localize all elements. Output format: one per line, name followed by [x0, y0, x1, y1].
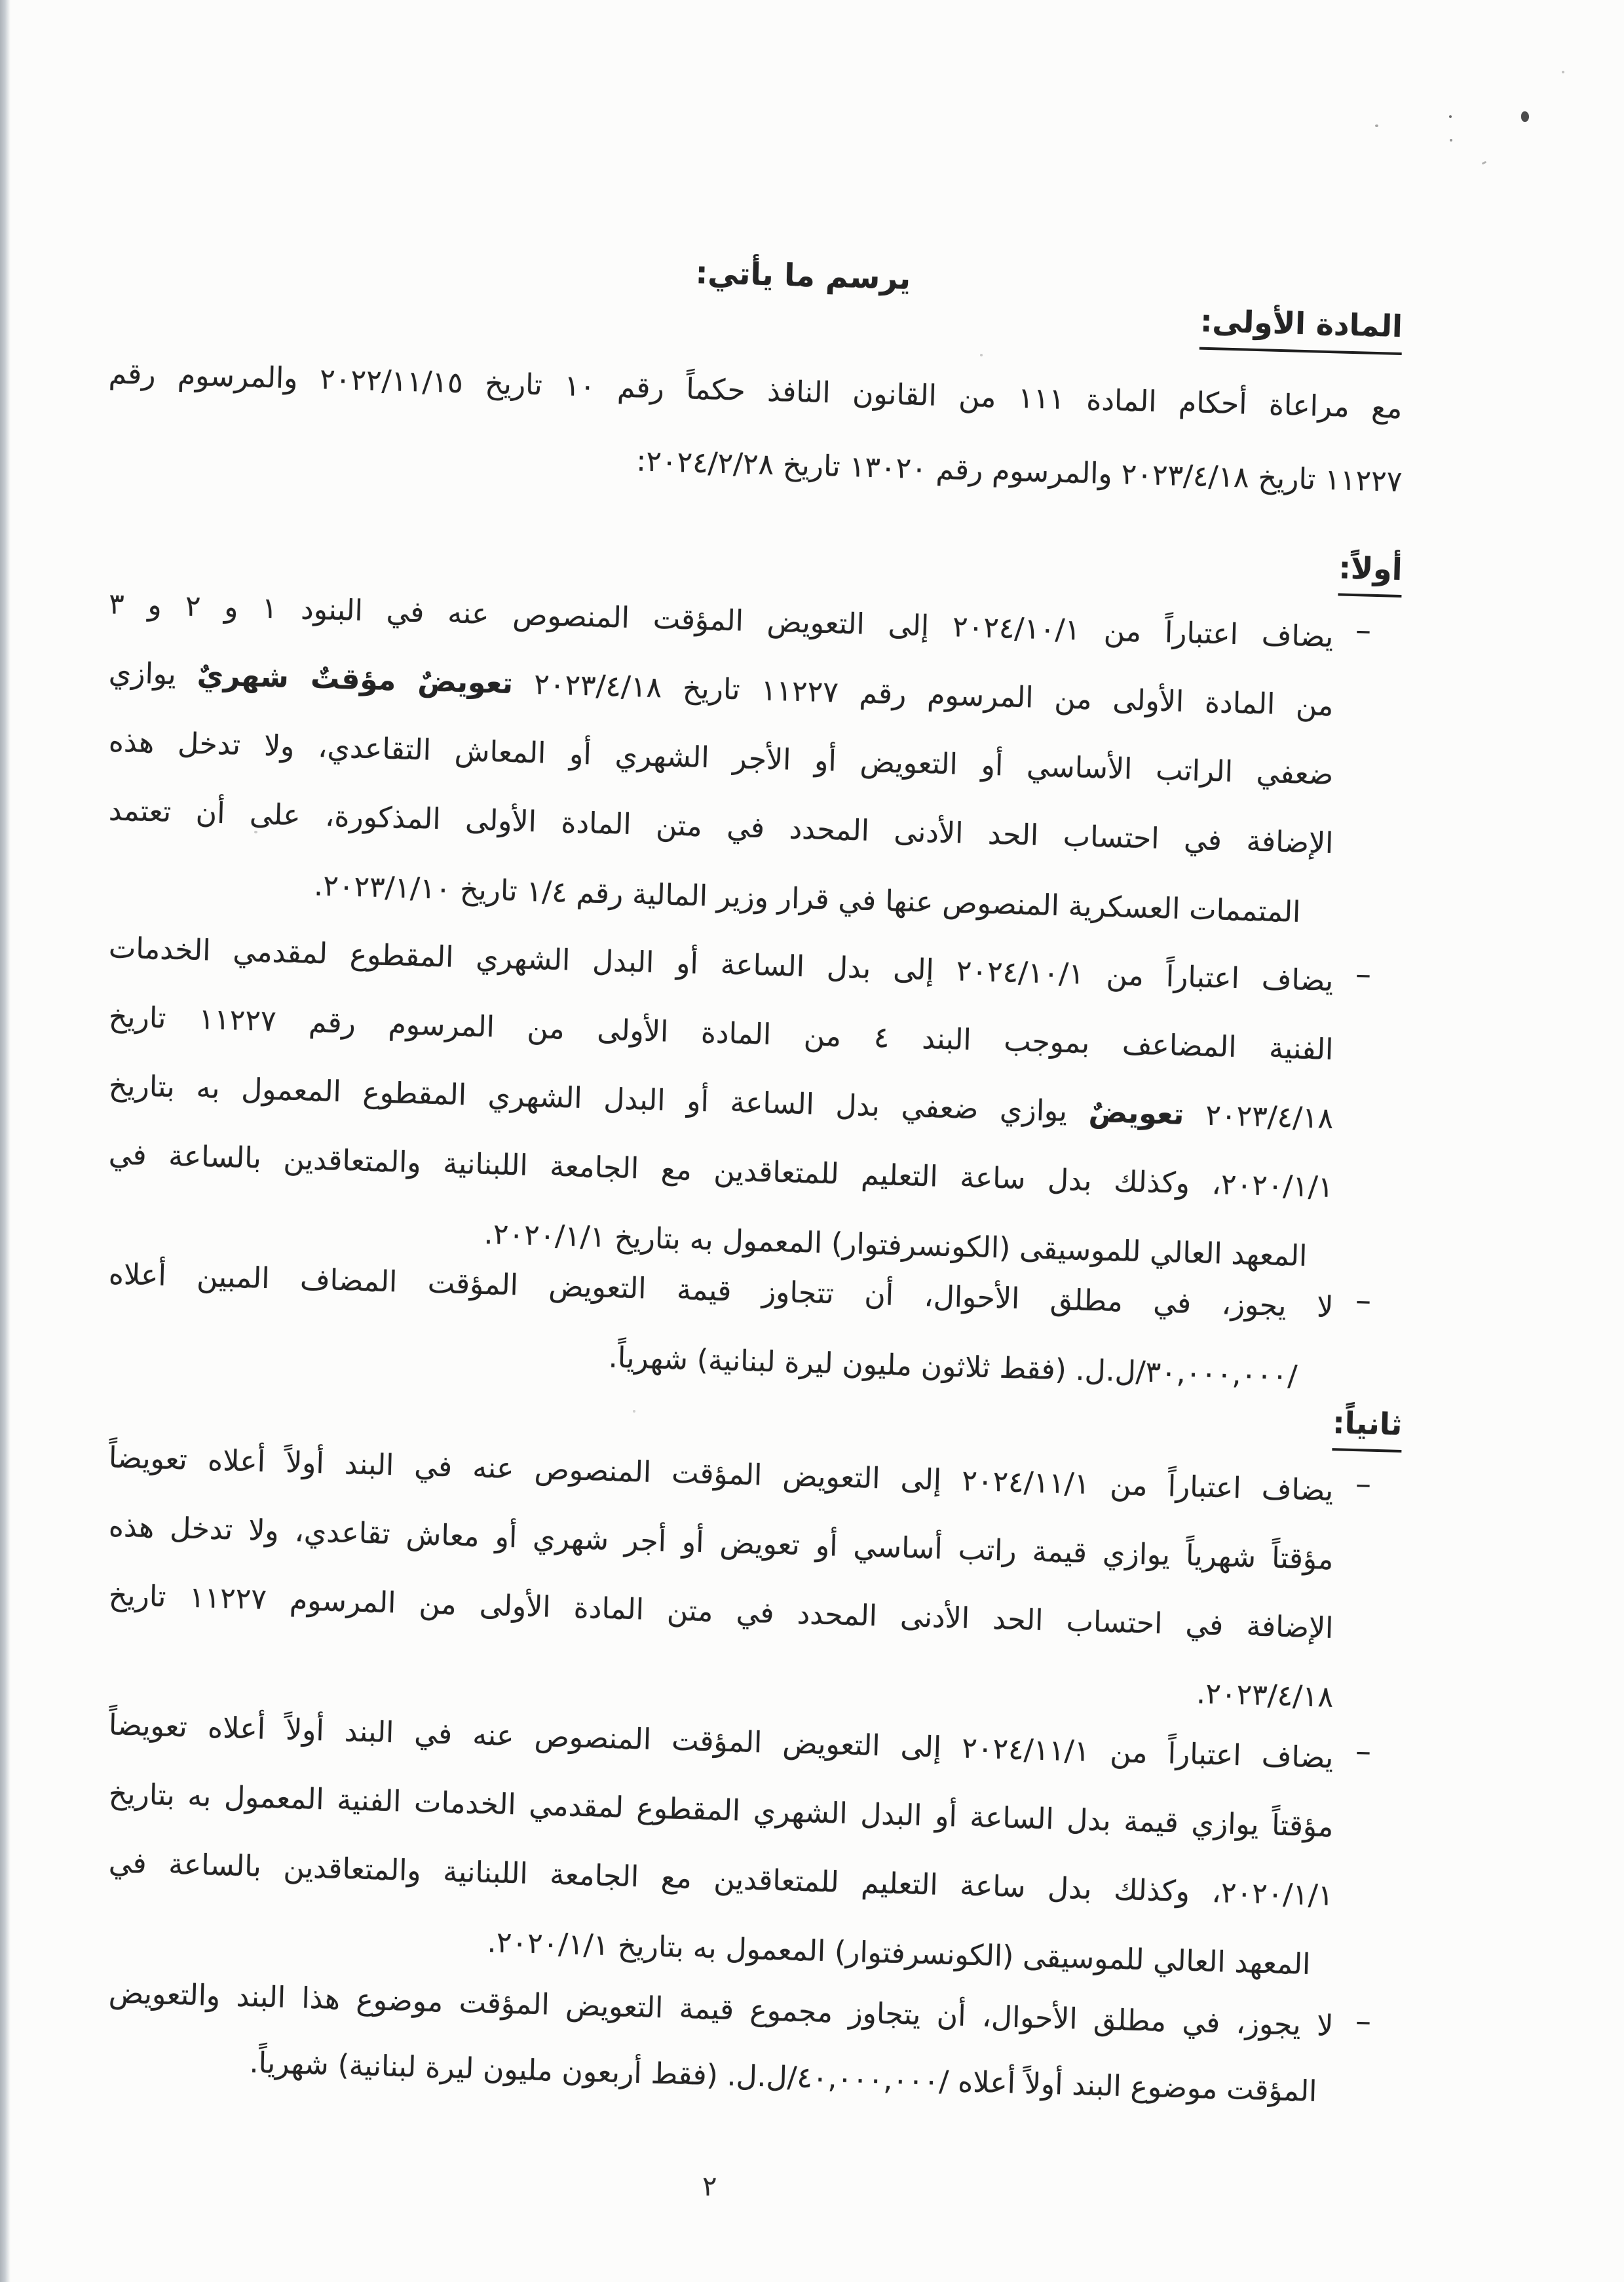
bullet-dash-icon: – [1355, 611, 1372, 649]
bullet-line: مؤقتاً يوازي قيمة بدل الساعة أو البدل الشهري المقطوع لمقدمي الخدمات الفنية المعمول به بتاريخ [108, 1777, 1334, 1844]
bullet-dash-icon: – [1355, 1282, 1372, 1320]
bullet-line: لا يجوز، في مطلق الأحوال، أن يتجاوز مجموع قيمة التعويض المؤقت موضوع هذا البند والتعويض [108, 1976, 1334, 2043]
bullet-line-amount: /٣٠,٠٠٠,٠٠٠/ل.ل. (فقط ثلاثون مليون ليرة لبنانية) شهرياً. [608, 1341, 1298, 1393]
bullet-line-text: ٢٠٢٣/٤/١٨ [1205, 1098, 1334, 1135]
article-one-heading-text: المادة الأولى: [1199, 301, 1403, 355]
scan-speck [1562, 71, 1564, 73]
bullet-line: ضعفي الراتب الأساسي أو التعويض أو الأجر الشهري أو المعاش التقاعدي، ولا تدخل هذه [108, 725, 1334, 791]
bullet-line: المتممات العسكرية المنصوص عنها في قرار وزير المالية رقم ١/٤ تاريخ ٢٠٢٣/١/١٠. [313, 869, 1301, 929]
bullet-item [108, 587, 1372, 947]
bullet-line: المعهد العالي للموسيقى (الكونسرفتوار) المعمول به بتاريخ ٢٠٢٠/١/١. [483, 1217, 1308, 1273]
bullet-line-text: يوازي ضعفي بدل الساعة أو البدل الشهري المقطوع المعمول به بتاريخ [108, 1069, 1068, 1129]
bullet-item [108, 931, 1372, 1291]
bullet-line: يضاف اعتباراً من ٢٠٢٤/١٠/١ إلى التعويض المؤقت المنصوص عنه في البنود ١ و ٢ و ٣ [108, 587, 1334, 654]
bullet-dash-icon: – [1355, 955, 1372, 993]
section-first-heading-text: أولاً: [1338, 548, 1403, 598]
bullet-line: ٢٠٢٣/٤/١٨. [1196, 1677, 1334, 1714]
bullet-line: ٢٠٢٠/١/١، وكذلك بدل ساعة التعليم للمتعاقدين مع الجامعة اللبنانية والمتعاقدين بالساعة في [108, 1846, 1334, 1912]
bullet-line-text: من المادة الأولى من المرسوم رقم ١١٢٢٧ تاريخ ٢٠٢٣/٤/١٨ [533, 667, 1334, 723]
bullet-line: الإضافة في احتساب الحد الأدنى المحدد في متن المادة الأولى المذكورة، على أن تعتمد [108, 793, 1334, 860]
bullet-line: يضاف اعتباراً من ٢٠٢٤/١١/١ إلى التعويض المؤقت المنصوص عنه في البند أولاً أعلاه تعويضاً [108, 1441, 1334, 1508]
decree-preamble-title: يرسم ما يأتي: [694, 255, 911, 297]
bullet-line: يضاف اعتباراً من ٢٠٢٤/١١/١ إلى التعويض المؤقت المنصوص عنه في البند أولاً أعلاه تعويضاً [108, 1708, 1334, 1775]
bullet-line: الفنية المضاعف بموجب البند ٤ من المادة الأولى من المرسوم رقم ١١٢٢٧ تاريخ [108, 1000, 1334, 1067]
bullet-line: ٢٠٢٠/١/١، وكذلك بدل ساعة التعليم للمتعاقدين مع الجامعة اللبنانية والمتعاقدين بالساعة في [108, 1137, 1334, 1204]
section-second-heading-text: ثانياً: [1332, 1403, 1403, 1453]
bullet-item [108, 1441, 1372, 1732]
bullet-dash-icon: – [1355, 2002, 1372, 2040]
bullet-dash-icon: – [1355, 1465, 1372, 1503]
scan-edge-shadow [0, 0, 10, 2282]
bullet-line: الإضافة في احتساب الحد الأدنى المحدد في متن المادة الأولى من المرسوم ١١٢٢٧ تاريخ [108, 1578, 1334, 1645]
article-intro-line: ١١٢٢٧ تاريخ ٢٠٢٣/٤/١٨ والمرسوم رقم ١٣٠٢٠ تاريخ ٢٠٢٤/٢/٢٨: [635, 444, 1403, 499]
bullet-item [108, 1708, 1372, 1999]
bullet-line: لا يجوز، في مطلق الأحوال، أن تتجاوز قيمة التعويض المؤقت المضاف المبين أعلاه [108, 1257, 1334, 1324]
bullet-line: المعهد العالي للموسيقى (الكونسرفتوار) المعمول به بتاريخ ٢٠٢٠/١/١. [487, 1926, 1311, 1981]
scan-ink-blob [1521, 111, 1529, 122]
scan-speck [1450, 139, 1452, 142]
bullet-line-bold-text: تعويضٌ [1088, 1095, 1185, 1131]
bullet-line: يضاف اعتباراً من ٢٠٢٤/١٠/١ إلى بدل الساعة أو البدل الشهري المقطوع لمقدمي الخدمات [108, 931, 1334, 998]
article-intro-line: مع مراعاة أحكام المادة ١١١ من القانون النافذ حكماً رقم ١٠ تاريخ ٢٠٢٢/١١/١٥ والمرسوم رقم [108, 356, 1403, 425]
bullet-dash-icon: – [1355, 1732, 1372, 1770]
scan-speck [1449, 115, 1452, 118]
page-number: ٢ [702, 2170, 717, 2202]
bullet-line-bold-text: تعويضٌ مؤقتٌ شهريٌ [197, 658, 514, 701]
bullet-line: مؤقتاً شهرياً يوازي قيمة راتب أساسي أو تعويض أو أجر شهري أو معاش تقاعدي، ولا تدخل هذه [108, 1510, 1334, 1576]
decree-content [108, 0, 1402, 2125]
bullet-line-text: يوازي [108, 656, 177, 692]
scan-speck [1482, 161, 1487, 165]
bullet-item [108, 1976, 1372, 2125]
bullet-line-amount: المؤقت موضوع البند أولاً أعلاه /٤٠,٠٠٠,٠٠٠/ل.ل. (فقط أربعون مليون ليرة لبنانية) شهرياً. [249, 2045, 1317, 2108]
